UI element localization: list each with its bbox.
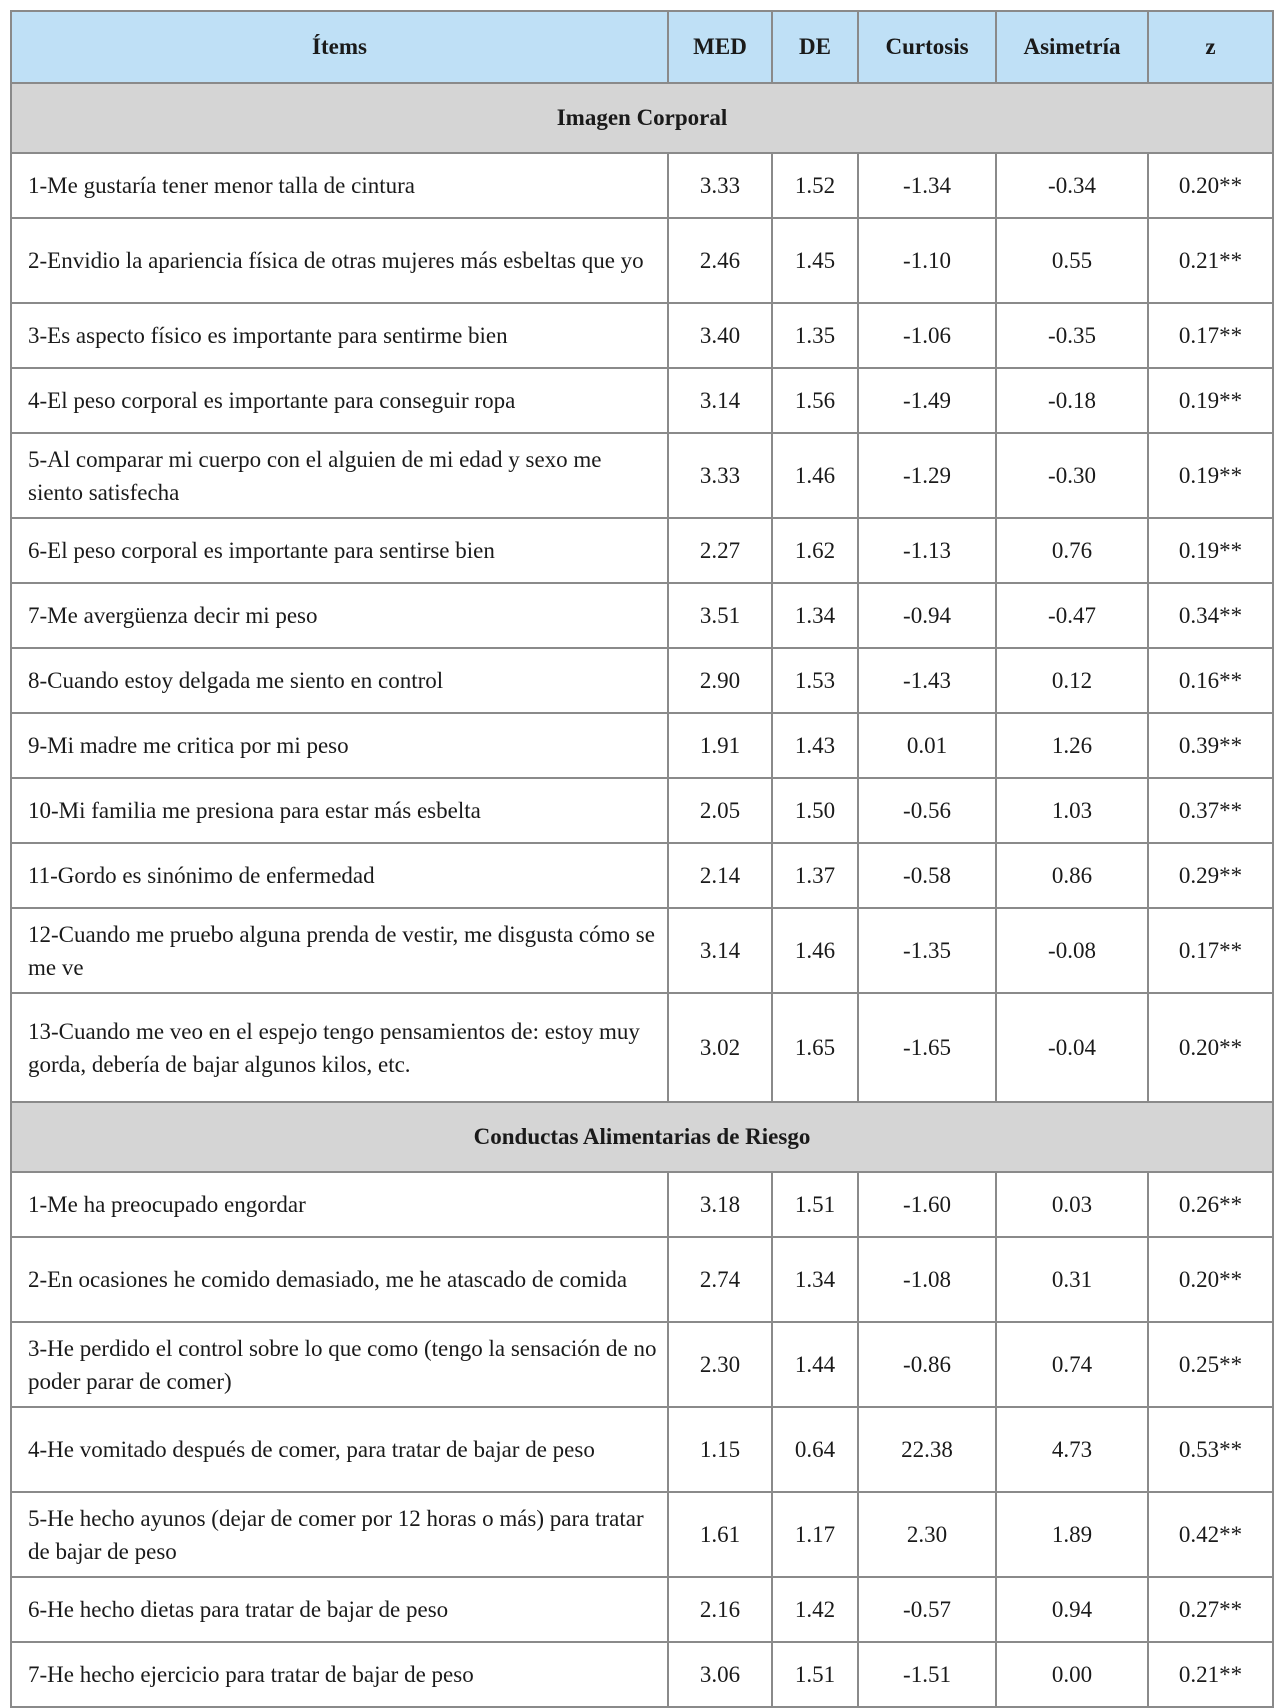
de-cell: 0.64 [772,1407,858,1492]
table-row [11,843,1273,908]
header-curtosis: Curtosis [858,11,996,83]
section-row [11,83,1273,153]
curtosis-cell: -1.49 [858,368,996,433]
med-cell: 2.14 [668,843,772,908]
de-cell: 1.43 [772,713,858,778]
z-cell: 0.39** [1148,713,1273,778]
asimetria-cell: 0.12 [996,648,1148,713]
de-cell: 1.51 [772,1172,858,1237]
curtosis-cell: -1.60 [858,1172,996,1237]
curtosis-cell: -0.56 [858,778,996,843]
med-cell: 3.06 [668,1642,772,1707]
de-cell: 1.53 [772,648,858,713]
curtosis-cell: -0.86 [858,1322,996,1407]
med-cell: 2.27 [668,518,772,583]
item-cell: 12-Cuando me pruebo alguna prenda de vestir, me disgusta cómo se me ve [11,908,668,993]
de-cell: 1.46 [772,908,858,993]
de-cell: 1.65 [772,993,858,1102]
de-cell: 1.51 [772,1642,858,1707]
z-cell: 0.37** [1148,778,1273,843]
de-cell: 1.56 [772,368,858,433]
item-cell: 8-Cuando estoy delgada me siento en control [11,648,668,713]
item-cell: 5-Al comparar mi cuerpo con el alguien de mi edad y sexo me siento satisfecha [11,433,668,518]
de-cell: 1.37 [772,843,858,908]
z-cell: 0.16** [1148,648,1273,713]
de-cell: 1.35 [772,303,858,368]
asimetria-cell: -0.35 [996,303,1148,368]
de-cell: 1.17 [772,1492,858,1577]
table-row [11,368,1273,433]
med-cell: 1.15 [668,1407,772,1492]
table-row [11,1237,1273,1322]
asimetria-cell: -0.34 [996,153,1148,218]
med-cell: 3.18 [668,1172,772,1237]
statistics-table [10,10,1274,1708]
z-cell: 0.42** [1148,1492,1273,1577]
table-row [11,1642,1273,1707]
de-cell: 1.46 [772,433,858,518]
table-row [11,1492,1273,1577]
item-cell: 3-Es aspecto físico es importante para sentirme bien [11,303,668,368]
asimetria-cell: 0.55 [996,218,1148,303]
curtosis-cell: -1.10 [858,218,996,303]
de-cell: 1.44 [772,1322,858,1407]
z-cell: 0.19** [1148,518,1273,583]
asimetria-cell: -0.47 [996,583,1148,648]
header-row [11,11,1273,83]
item-cell: 1-Me gustaría tener menor talla de cintura [11,153,668,218]
med-cell: 3.14 [668,368,772,433]
asimetria-cell: 1.26 [996,713,1148,778]
section-row [11,1102,1273,1172]
z-cell: 0.17** [1148,303,1273,368]
z-cell: 0.26** [1148,1172,1273,1237]
section-title: Conductas Alimentarias de Riesgo [11,1102,1273,1172]
item-cell: 4-El peso corporal es importante para conseguir ropa [11,368,668,433]
z-cell: 0.20** [1148,153,1273,218]
curtosis-cell: 22.38 [858,1407,996,1492]
section-title: Imagen Corporal [11,83,1273,153]
med-cell: 3.40 [668,303,772,368]
z-cell: 0.34** [1148,583,1273,648]
table-row [11,303,1273,368]
item-cell: 4-He vomitado después de comer, para tratar de bajar de peso [11,1407,668,1492]
asimetria-cell: -0.08 [996,908,1148,993]
header-asimetria: Asimetría [996,11,1148,83]
de-cell: 1.50 [772,778,858,843]
z-cell: 0.19** [1148,368,1273,433]
item-cell: 3-He perdido el control sobre lo que como (tengo la sensación de no poder parar de comer) [11,1322,668,1407]
header-items: Ítems [11,11,668,83]
med-cell: 2.46 [668,218,772,303]
curtosis-cell: -1.34 [858,153,996,218]
item-cell: 11-Gordo es sinónimo de enfermedad [11,843,668,908]
z-cell: 0.17** [1148,908,1273,993]
z-cell: 0.29** [1148,843,1273,908]
asimetria-cell: 0.00 [996,1642,1148,1707]
table-row [11,1172,1273,1237]
item-cell: 1-Me ha preocupado engordar [11,1172,668,1237]
de-cell: 1.62 [772,518,858,583]
med-cell: 1.91 [668,713,772,778]
curtosis-cell: -1.35 [858,908,996,993]
asimetria-cell: 1.03 [996,778,1148,843]
curtosis-cell: -0.58 [858,843,996,908]
table-row [11,1322,1273,1407]
asimetria-cell: 0.94 [996,1577,1148,1642]
item-cell: 2-En ocasiones he comido demasiado, me he atascado de comida [11,1237,668,1322]
z-cell: 0.27** [1148,1577,1273,1642]
de-cell: 1.42 [772,1577,858,1642]
z-cell: 0.19** [1148,433,1273,518]
med-cell: 3.02 [668,993,772,1102]
med-cell: 3.33 [668,433,772,518]
z-cell: 0.20** [1148,993,1273,1102]
asimetria-cell: 0.86 [996,843,1148,908]
table-row [11,993,1273,1102]
curtosis-cell: -0.94 [858,583,996,648]
header-med: MED [668,11,772,83]
table-row [11,713,1273,778]
de-cell: 1.34 [772,583,858,648]
curtosis-cell: -1.51 [858,1642,996,1707]
curtosis-cell: -0.57 [858,1577,996,1642]
header-z: z [1148,11,1273,83]
med-cell: 3.14 [668,908,772,993]
curtosis-cell: -1.13 [858,518,996,583]
med-cell: 3.51 [668,583,772,648]
curtosis-cell: -1.43 [858,648,996,713]
table-row [11,1407,1273,1492]
item-cell: 6-He hecho dietas para tratar de bajar de peso [11,1577,668,1642]
table-row [11,583,1273,648]
header-de: DE [772,11,858,83]
table-row [11,1577,1273,1642]
med-cell: 2.74 [668,1237,772,1322]
curtosis-cell: -1.65 [858,993,996,1102]
item-cell: 6-El peso corporal es importante para sentirse bien [11,518,668,583]
med-cell: 2.90 [668,648,772,713]
med-cell: 2.30 [668,1322,772,1407]
table-row [11,433,1273,518]
item-cell: 9-Mi madre me critica por mi peso [11,713,668,778]
de-cell: 1.52 [772,153,858,218]
curtosis-cell: -1.08 [858,1237,996,1322]
table-row [11,218,1273,303]
asimetria-cell: 0.03 [996,1172,1148,1237]
de-cell: 1.34 [772,1237,858,1322]
asimetria-cell: 0.76 [996,518,1148,583]
table-row [11,518,1273,583]
z-cell: 0.25** [1148,1322,1273,1407]
z-cell: 0.53** [1148,1407,1273,1492]
table-row [11,153,1273,218]
item-cell: 5-He hecho ayunos (dejar de comer por 12 horas o más) para tratar de bajar de peso [11,1492,668,1577]
item-cell: 10-Mi familia me presiona para estar más esbelta [11,778,668,843]
z-cell: 0.20** [1148,1237,1273,1322]
asimetria-cell: 0.31 [996,1237,1148,1322]
table-row [11,648,1273,713]
z-cell: 0.21** [1148,1642,1273,1707]
asimetria-cell: 0.74 [996,1322,1148,1407]
z-cell: 0.21** [1148,218,1273,303]
table-row [11,778,1273,843]
curtosis-cell: 0.01 [858,713,996,778]
med-cell: 2.05 [668,778,772,843]
asimetria-cell: 1.89 [996,1492,1148,1577]
item-cell: 2-Envidio la apariencia física de otras mujeres más esbeltas que yo [11,218,668,303]
asimetria-cell: 4.73 [996,1407,1148,1492]
de-cell: 1.45 [772,218,858,303]
asimetria-cell: -0.18 [996,368,1148,433]
asimetria-cell: -0.30 [996,433,1148,518]
table-row [11,908,1273,993]
med-cell: 3.33 [668,153,772,218]
med-cell: 1.61 [668,1492,772,1577]
item-cell: 13-Cuando me veo en el espejo tengo pensamientos de: estoy muy gorda, debería de bajar algunos kilos, etc. [11,993,668,1102]
item-cell: 7-He hecho ejercicio para tratar de bajar de peso [11,1642,668,1707]
curtosis-cell: -1.06 [858,303,996,368]
asimetria-cell: -0.04 [996,993,1148,1102]
med-cell: 2.16 [668,1577,772,1642]
item-cell: 7-Me avergüenza decir mi peso [11,583,668,648]
curtosis-cell: -1.29 [858,433,996,518]
curtosis-cell: 2.30 [858,1492,996,1577]
